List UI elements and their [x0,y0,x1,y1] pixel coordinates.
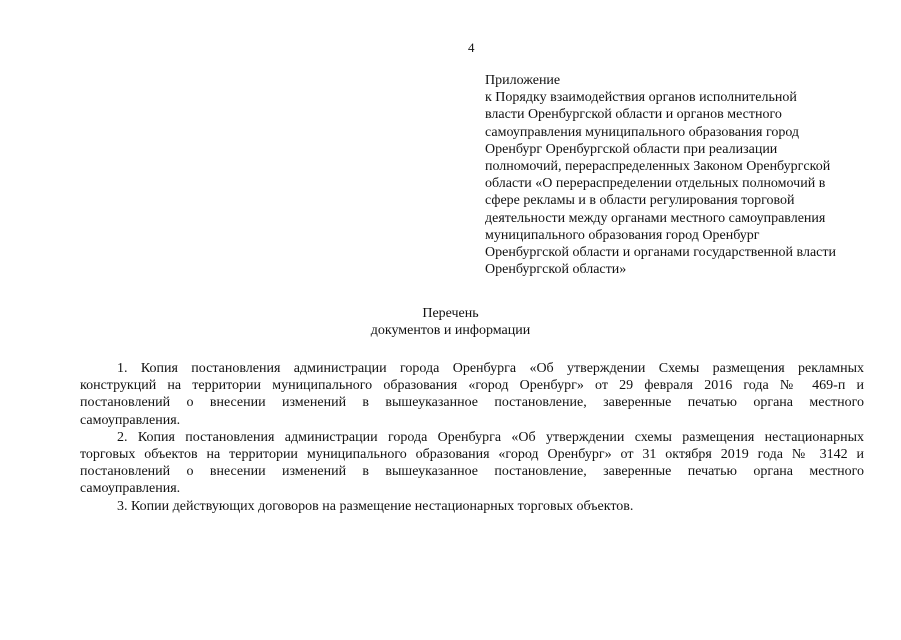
paragraph-line: 1. Копия постановления администрации города Оренбурга «Об утверждении Схемы размещения рекламных [117,361,864,376]
paragraph-line: самоуправления. [80,481,181,497]
appendix-block [485,72,885,278]
paragraph-line: 3. Копии действующих договоров на размещение нестационарных торговых объектов. [117,498,634,514]
list-item-1 [80,360,864,429]
paragraph-line: торговых объектов на территории муниципального образования «город Оренбург» от 31 октября 2019 года № 3142 и [80,447,864,463]
list-item-2 [80,429,864,498]
appendix-line: самоуправления муниципального образования город [485,124,800,140]
appendix-line: к Порядку взаимодействия органов исполнительной [485,90,797,106]
appendix-line: области «О перераспределении отдельных полномочий в [485,176,826,192]
paragraph-line: 2. Копия постановления администрации города Оренбурга «Об утверждении схемы размещения нестационарных [117,429,864,445]
list-item-3 [80,498,864,515]
heading-subtitle: документов и информации [370,323,531,338]
page-number: 4 [468,40,475,55]
appendix-line: Оренбург Оренбургской области при реализации [485,141,778,157]
paragraph-line: самоуправления. [80,412,181,428]
heading-title: Перечень [422,306,479,321]
paragraph-line: конструкций на территории муниципального образования «город Оренбург» от 29 февраля 2016 года № 469-п и [80,378,864,394]
paragraph-line: постановлений о внесении изменений в вышеуказанное постановление, заверенные печатью органа местного [80,395,864,411]
appendix-line: Оренбургской области и органами государственной власти [485,245,836,261]
appendix-line: Оренбургской области» [485,262,627,278]
paragraph-line: постановлений о внесении изменений в вышеуказанное постановление, заверенные печатью органа местного [80,464,864,480]
appendix-line: Приложение [485,73,561,88]
appendix-line: муниципального образования город Оренбург [485,227,760,243]
appendix-line: деятельности между органами местного самоуправления [485,210,826,226]
document-heading [0,305,901,339]
document-body [80,360,864,515]
appendix-line: сфере рекламы и в области регулирования торговой [485,193,795,209]
appendix-line: власти Оренбургской области и органов местного [485,107,782,123]
appendix-line: полномочий, перераспределенных Законом Оренбургской [485,159,831,175]
